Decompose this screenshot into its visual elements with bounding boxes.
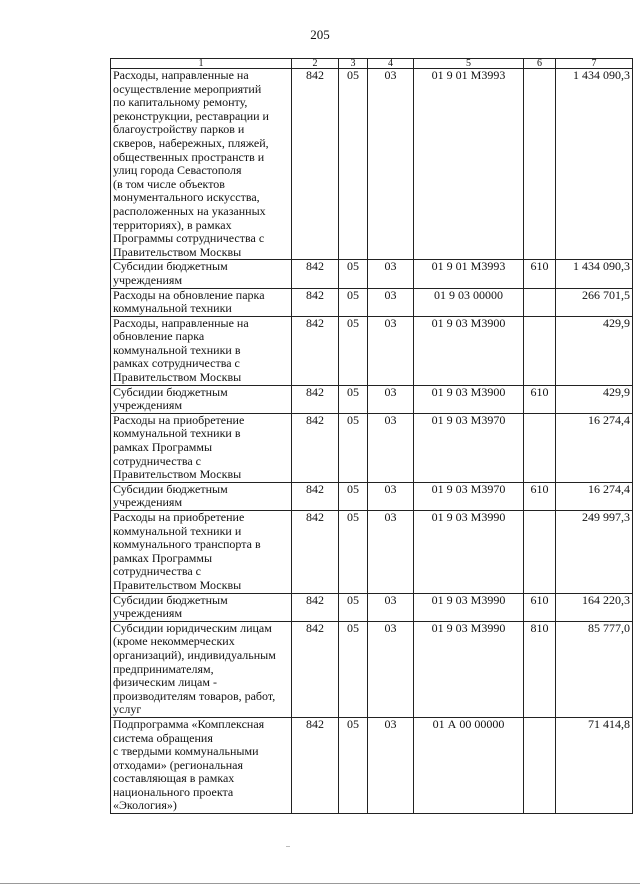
description-line: расположенных на указанных [113, 203, 266, 218]
description-line: Подпрограмма «Комплексная [113, 716, 265, 731]
section-code: 05 [339, 413, 368, 482]
col-header-1: 1 [111, 59, 292, 69]
description-line: Расходы на приобретение [113, 412, 245, 427]
description-line: «Экология») [113, 798, 177, 813]
amount: 16 274,4 [556, 482, 633, 510]
description-line: улиц города Севастополя [113, 163, 242, 178]
description-line: коммунальной техники и [113, 523, 242, 538]
table-row [111, 385, 633, 413]
subsection-code: 03 [368, 260, 414, 288]
description-line: Расходы, направленные на [113, 68, 249, 82]
description-line: сотрудничества с [113, 564, 201, 579]
description-line: обновление парка [113, 329, 205, 344]
description-line: Правительством Москвы [113, 370, 242, 385]
row-description [111, 482, 292, 510]
target-article-code: 01 9 01 М3993 [414, 260, 524, 288]
target-article-code: 01 9 01 М3993 [414, 69, 524, 260]
amount: 71 414,8 [556, 717, 633, 813]
col-header-3: 3 [339, 59, 368, 69]
description-line: учреждениям [113, 272, 183, 287]
description-line: организаций), индивидуальным [113, 647, 276, 662]
ministry-code: 842 [292, 260, 339, 288]
target-article-code: 01 9 03 М3990 [414, 621, 524, 717]
table-row [111, 482, 633, 510]
subsection-code: 03 [368, 717, 414, 813]
description-line: коммунальной техники в [113, 342, 241, 357]
subsection-code: 03 [368, 482, 414, 510]
table-body [111, 69, 633, 814]
description-line: Расходы на обновление парка [113, 287, 265, 302]
description-line: производителям товаров, работ, [113, 688, 276, 703]
target-article-code: 01 9 03 М3900 [414, 385, 524, 413]
section-code: 05 [339, 385, 368, 413]
target-article-code: 01 9 03 М3970 [414, 413, 524, 482]
amount: 1 434 090,3 [556, 69, 633, 260]
description-line: монументального искусства, [113, 190, 260, 205]
section-code: 05 [339, 260, 368, 288]
ministry-code: 842 [292, 288, 339, 316]
description-line: (в том числе объектов [113, 176, 225, 191]
description-line: учреждениям [113, 398, 183, 413]
amount: 16 274,4 [556, 413, 633, 482]
col-header-7: 7 [556, 59, 633, 69]
table-row [111, 260, 633, 288]
target-article-code: 01 9 03 М3990 [414, 593, 524, 621]
description-line: составляющая в рамках [113, 771, 235, 786]
ministry-code: 842 [292, 621, 339, 717]
description-line: услуг [113, 702, 142, 717]
budget-table [110, 58, 633, 814]
target-article-code: 01 9 03 М3970 [414, 482, 524, 510]
description-line: (кроме некоммерческих [113, 634, 235, 649]
section-code: 05 [339, 511, 368, 594]
description-line: Правительством Москвы [113, 467, 242, 482]
section-code: 05 [339, 69, 368, 260]
section-code: 05 [339, 482, 368, 510]
description-line: сотрудничества с [113, 453, 201, 468]
row-description [111, 288, 292, 316]
amount: 429,9 [556, 385, 633, 413]
amount: 85 777,0 [556, 621, 633, 717]
section-code: 05 [339, 717, 368, 813]
row-description [111, 621, 292, 717]
ministry-code: 842 [292, 511, 339, 594]
description-line: территориях), в рамках [113, 217, 232, 232]
amount: 266 701,5 [556, 288, 633, 316]
expense-type-code [524, 316, 556, 385]
description-line: физическим лицам - [113, 675, 217, 690]
description-line: по капитальному ремонту, [113, 95, 248, 110]
ministry-code: 842 [292, 593, 339, 621]
expense-type-code [524, 288, 556, 316]
page-bottom-rule [0, 883, 640, 884]
description-line: предпринимателям, [113, 661, 214, 676]
col-header-5: 5 [414, 59, 524, 69]
description-line: рамках Программы [113, 550, 213, 565]
col-header-6: 6 [524, 59, 556, 69]
target-article-code: 01 9 03 М3900 [414, 316, 524, 385]
description-line: осуществление мероприятий [113, 81, 262, 96]
scan-mark [286, 846, 290, 847]
description-line: рамках сотрудничества с [113, 356, 240, 371]
row-description [111, 593, 292, 621]
subsection-code: 03 [368, 621, 414, 717]
description-line: общественных пространств и [113, 149, 265, 164]
section-code: 05 [339, 593, 368, 621]
row-description [111, 385, 292, 413]
description-line: благоустройству парков и [113, 122, 245, 137]
description-line: скверов, набережных, пляжей, [113, 135, 269, 150]
header-row [111, 59, 633, 69]
description-line: отходами» (региональная [113, 757, 243, 772]
description-line: Субсидии юридическим лицам [113, 620, 272, 635]
description-line: реконструкции, реставрации и [113, 108, 269, 123]
row-description [111, 511, 292, 594]
description-line: рамках Программы [113, 440, 213, 455]
expense-type-code [524, 717, 556, 813]
section-code: 05 [339, 288, 368, 316]
target-article-code: 01 А 00 00000 [414, 717, 524, 813]
table-row [111, 288, 633, 316]
expense-type-code: 810 [524, 621, 556, 717]
table-row [111, 717, 633, 813]
amount: 429,9 [556, 316, 633, 385]
row-description [111, 69, 292, 260]
subsection-code: 03 [368, 288, 414, 316]
target-article-code: 01 9 03 00000 [414, 288, 524, 316]
section-code: 05 [339, 316, 368, 385]
amount: 164 220,3 [556, 593, 633, 621]
subsection-code: 03 [368, 316, 414, 385]
description-line: Расходы на приобретение [113, 510, 245, 524]
table-row [111, 316, 633, 385]
description-line: коммунальной техники [113, 301, 232, 316]
description-line: Субсидии бюджетным [113, 481, 228, 496]
description-line: коммунальной техники в [113, 426, 241, 441]
expense-type-code [524, 69, 556, 260]
row-description [111, 717, 292, 813]
table-row [111, 621, 633, 717]
expense-type-code [524, 413, 556, 482]
page-number: 205 [310, 27, 330, 42]
description-line: Правительством Москвы [113, 244, 242, 259]
ministry-code: 842 [292, 385, 339, 413]
description-line: Правительством Москвы [113, 577, 242, 592]
expense-type-code [524, 511, 556, 594]
subsection-code: 03 [368, 511, 414, 594]
section-code: 05 [339, 621, 368, 717]
expense-type-code: 610 [524, 385, 556, 413]
table-row [111, 511, 633, 594]
col-header-2: 2 [292, 59, 339, 69]
description-line: Субсидии бюджетным [113, 259, 228, 274]
subsection-code: 03 [368, 385, 414, 413]
description-line: Программы сотрудничества с [113, 231, 265, 246]
amount: 1 434 090,3 [556, 260, 633, 288]
description-line: Субсидии бюджетным [113, 384, 228, 399]
row-description [111, 413, 292, 482]
subsection-code: 03 [368, 69, 414, 260]
table-row [111, 69, 633, 260]
expense-type-code: 610 [524, 482, 556, 510]
col-header-4: 4 [368, 59, 414, 69]
ministry-code: 842 [292, 316, 339, 385]
subsection-code: 03 [368, 593, 414, 621]
subsection-code: 03 [368, 413, 414, 482]
description-line: Расходы, направленные на [113, 315, 249, 330]
ministry-code: 842 [292, 482, 339, 510]
amount: 249 997,3 [556, 511, 633, 594]
description-line: с твердыми коммунальными [113, 744, 259, 759]
row-description [111, 316, 292, 385]
description-line: система обращения [113, 730, 213, 745]
table-row [111, 413, 633, 482]
description-line: коммунального транспорта в [113, 537, 261, 552]
target-article-code: 01 9 03 М3990 [414, 511, 524, 594]
description-line: национального проекта [113, 784, 234, 799]
row-description [111, 260, 292, 288]
table-row [111, 593, 633, 621]
ministry-code: 842 [292, 717, 339, 813]
expense-type-code: 610 [524, 593, 556, 621]
description-line: учреждениям [113, 606, 183, 621]
ministry-code: 842 [292, 69, 339, 260]
expense-type-code: 610 [524, 260, 556, 288]
description-line: учреждениям [113, 495, 183, 510]
ministry-code: 842 [292, 413, 339, 482]
description-line: Субсидии бюджетным [113, 592, 228, 607]
